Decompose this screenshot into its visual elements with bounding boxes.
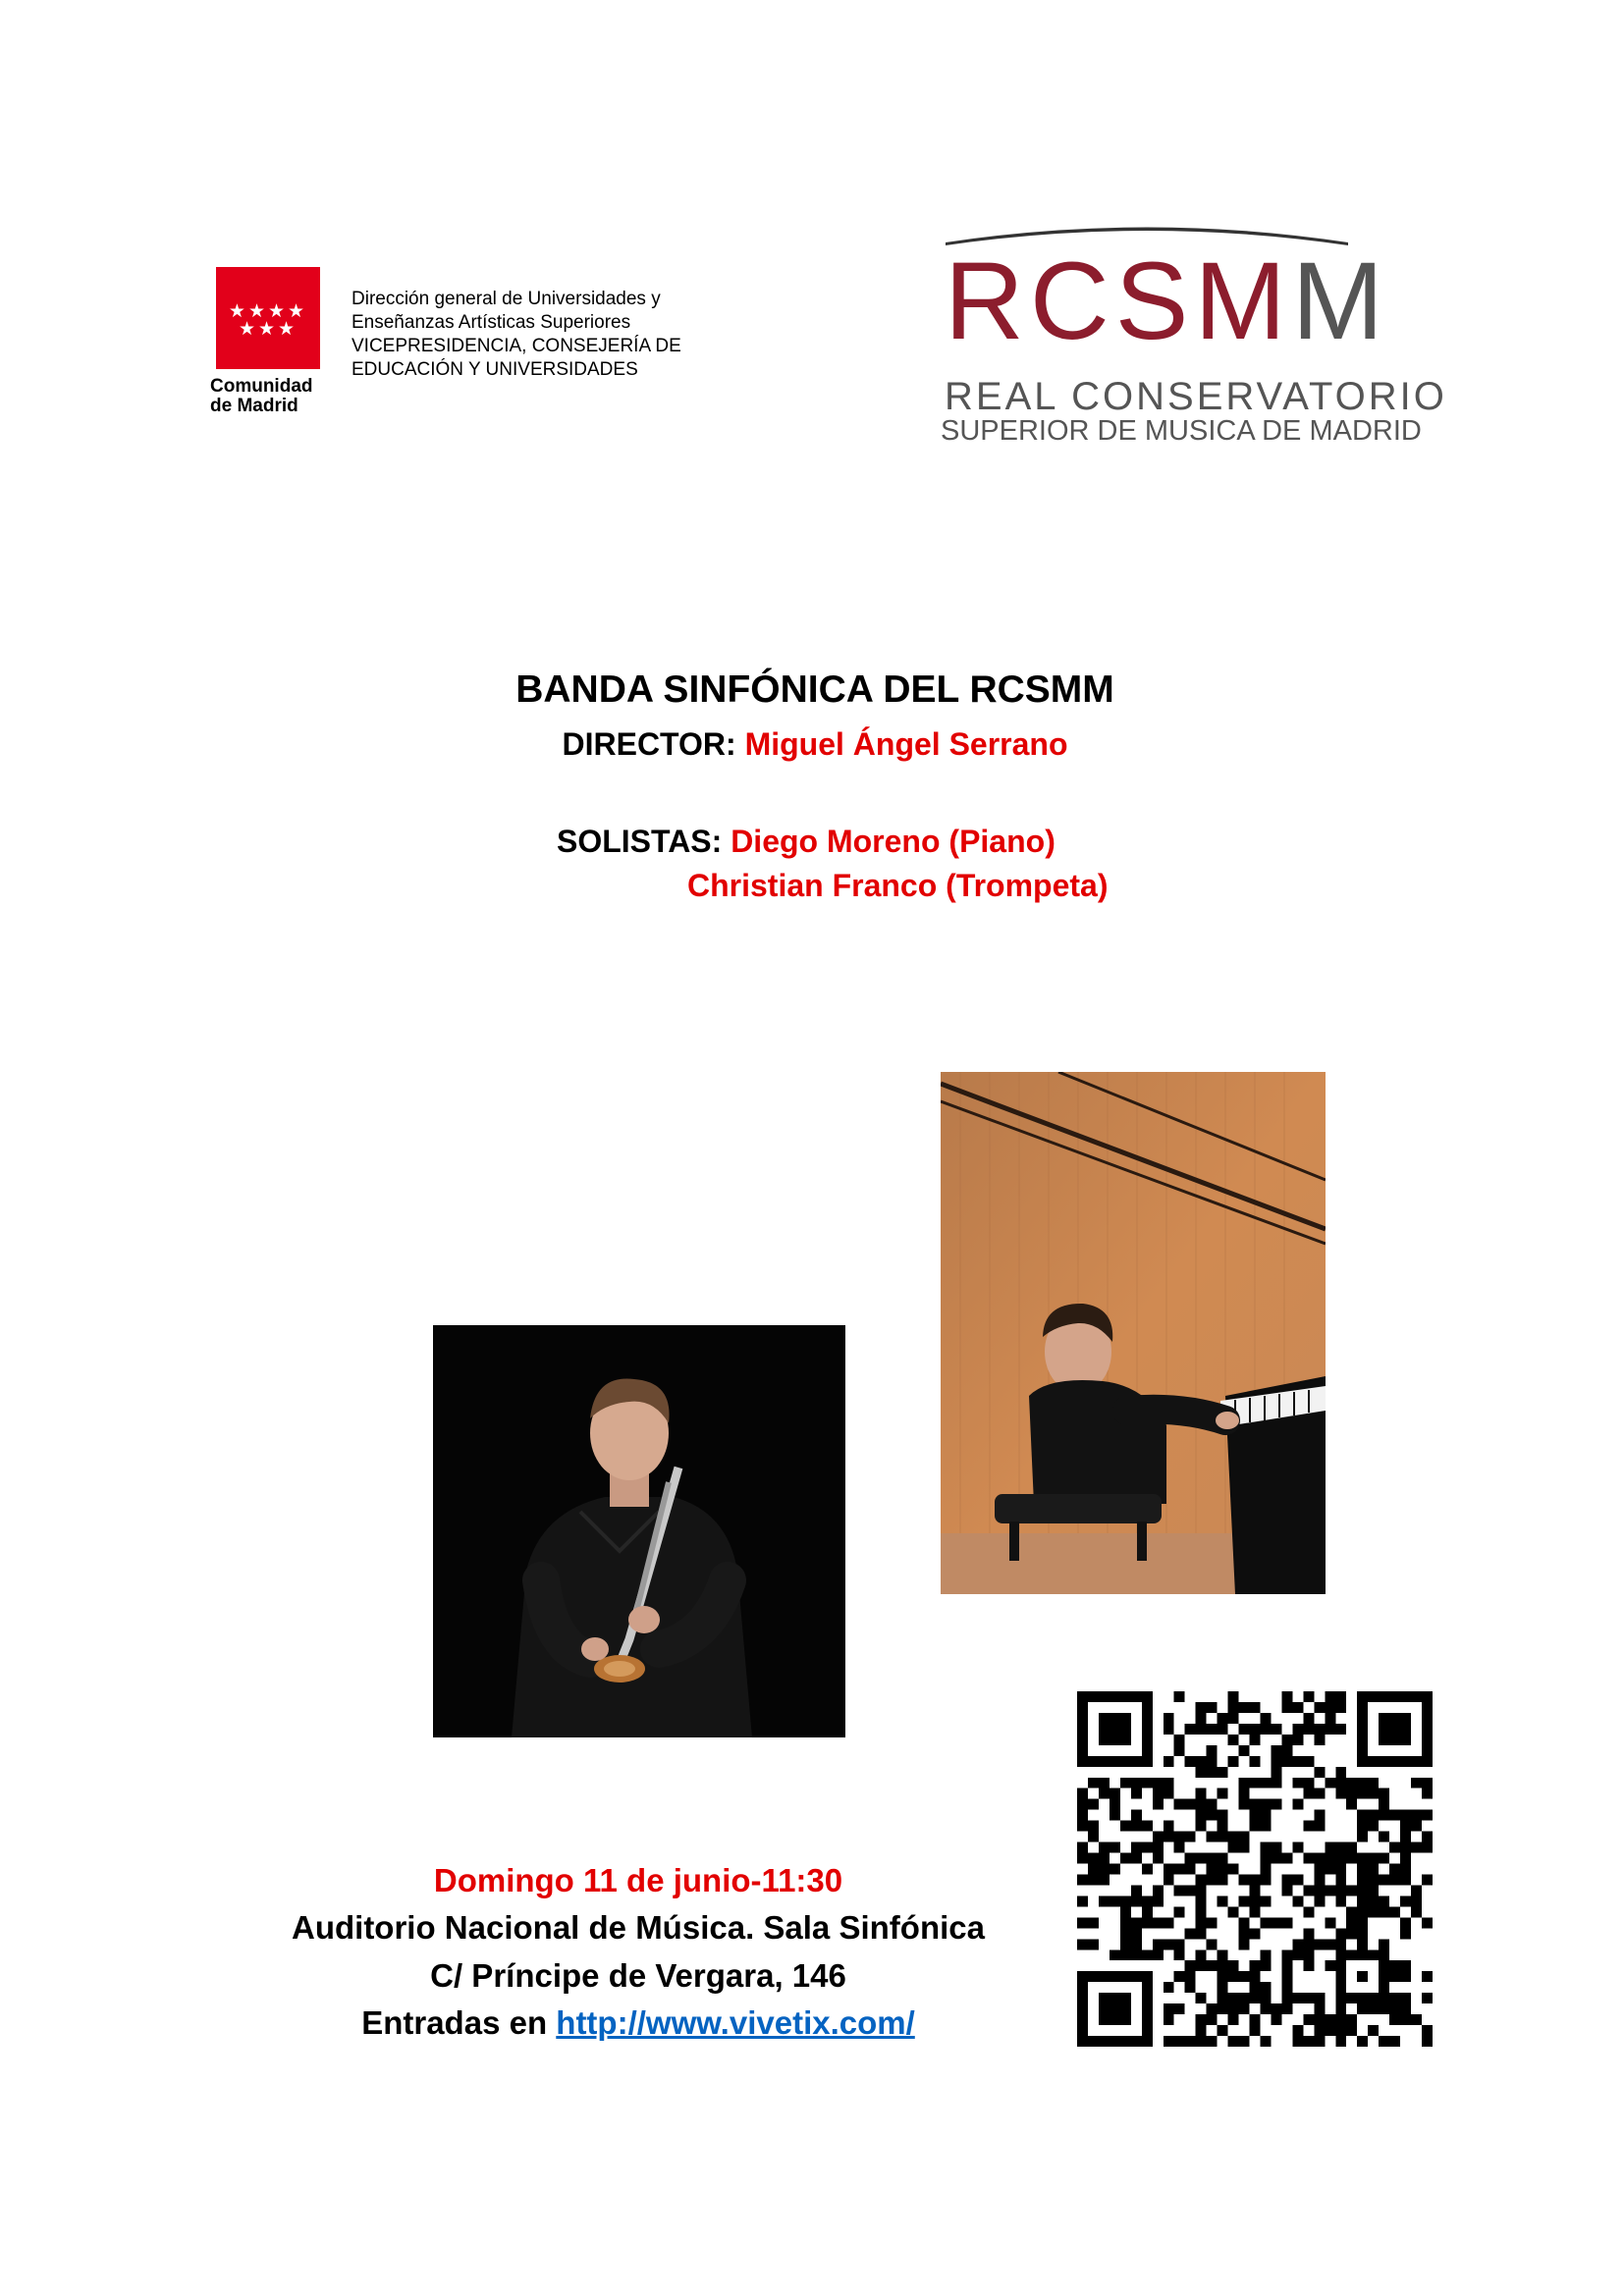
trumpet-player-photo — [433, 1325, 845, 1737]
concert-title: BANDA SINFÓNICA DEL RCSMM — [515, 668, 1114, 711]
tickets-link[interactable]: http://www.vivetix.com/ — [556, 2004, 915, 2041]
rcsmm-logo-wordmark — [945, 240, 1390, 362]
rcsmm-logo-last: M — [1291, 240, 1390, 362]
comunidad-madrid-logo — [216, 267, 320, 369]
rcsmm-name-line1: REAL CONSERVATORIO — [945, 375, 1447, 418]
event-address: C/ Príncipe de Vergara, 146 — [430, 1957, 846, 1994]
director-name: Miguel Ángel Serrano — [744, 726, 1068, 762]
star-icon-row-bottom: ★★★ — [238, 319, 298, 340]
department-line2: Enseñanzas Artísticas Superiores — [352, 312, 631, 333]
soloists-line — [557, 822, 1056, 861]
director-line — [393, 724, 1237, 764]
comunidad-madrid-name — [210, 377, 328, 416]
event-date: Domingo 11 de junio-11:30 — [433, 1862, 843, 1898]
comunidad-name-line1: Comunidad — [210, 376, 313, 397]
department-line4: EDUCACIÓN Y UNIVERSIDADES — [352, 359, 638, 380]
pianist-photo — [941, 1072, 1326, 1594]
star-icon-row-top: ★★★★ — [228, 301, 308, 322]
comunidad-department-text — [352, 288, 764, 382]
tickets-label: Entradas en — [361, 2004, 548, 2041]
tickets-line — [265, 2002, 1011, 2044]
department-line1: Dirección general de Universidades y — [352, 289, 661, 309]
event-venue: Auditorio Nacional de Música. Sala Sinfónica — [292, 1909, 985, 1946]
department-line3: VICEPRESIDENCIA, CONSEJERÍA DE — [352, 336, 681, 356]
soloist-1: Diego Moreno (Piano) — [731, 824, 1056, 859]
rcsmm-name-line2: SUPERIOR DE MUSICA DE MADRID — [941, 415, 1422, 447]
comunidad-name-line2: de Madrid — [210, 396, 298, 416]
soloist-2: Christian Franco (Trompeta) — [687, 868, 1109, 903]
qr-code — [1077, 1691, 1433, 2047]
rcsmm-logo-main: RCSM — [945, 240, 1292, 362]
soloists-label: SOLISTAS: — [557, 824, 723, 859]
director-label: DIRECTOR: — [562, 726, 736, 762]
